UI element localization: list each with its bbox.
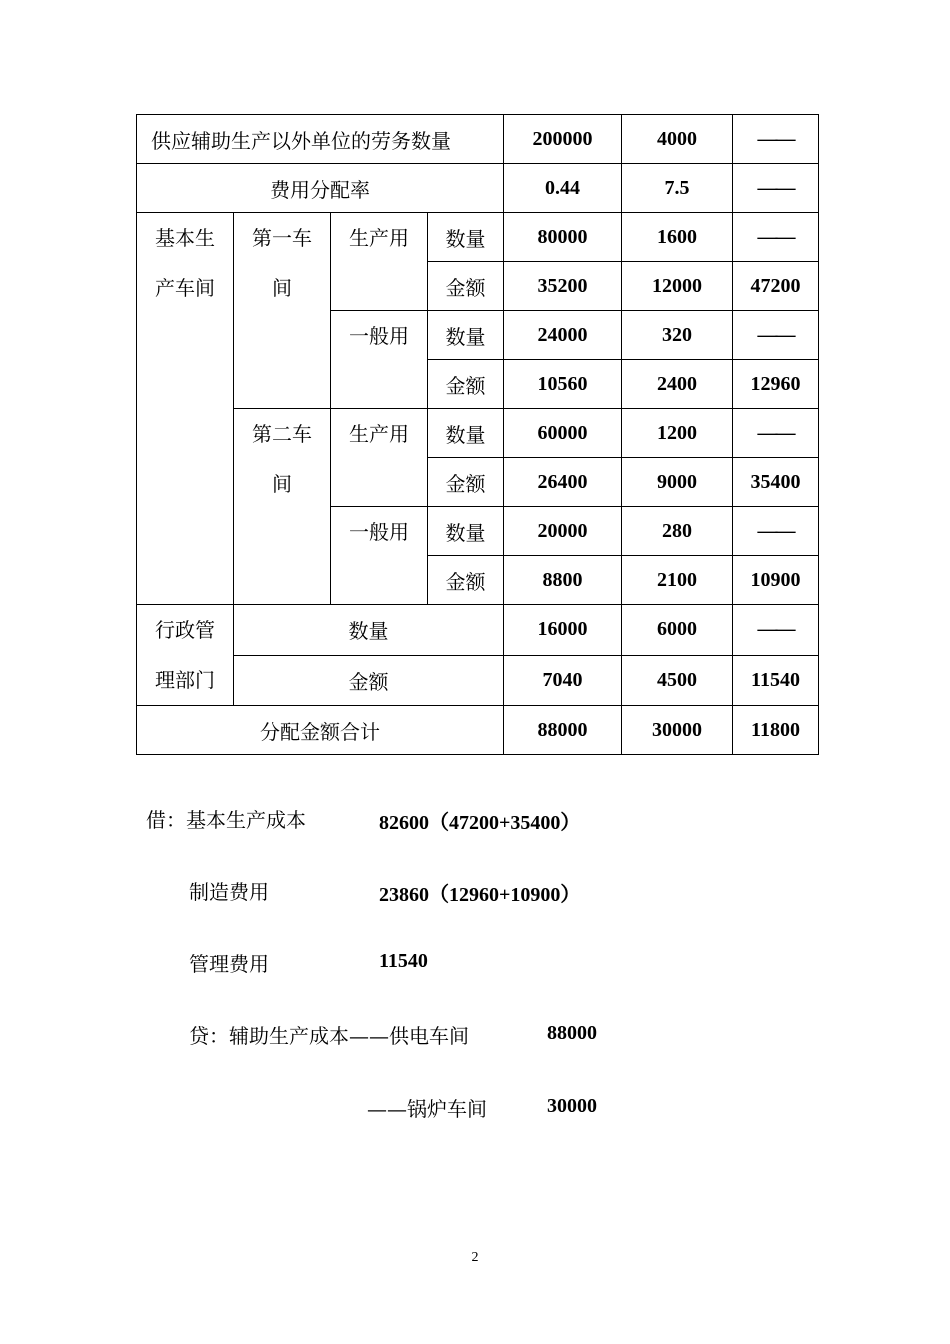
cell-boiler: 4000	[622, 115, 733, 164]
amount-label: 金额	[428, 360, 504, 409]
table-row	[137, 409, 819, 458]
allocation-table	[136, 114, 819, 755]
cell-electric: 0.44	[504, 164, 622, 213]
cell-total: 12960	[733, 360, 819, 409]
cell-electric: 26400	[504, 458, 622, 507]
cell-boiler: 1600	[622, 213, 733, 262]
cell-electric: 20000	[504, 507, 622, 556]
cell-electric: 8800	[504, 556, 622, 605]
quantity-label: 数量	[428, 213, 504, 262]
cell-total: 47200	[733, 262, 819, 311]
quantity-label: 数量	[428, 409, 504, 458]
ws1-general-use-label	[331, 311, 428, 409]
row-label-sum: 分配金额合计	[137, 706, 504, 755]
journal-debit-2	[189, 876, 581, 906]
workshop2-label-line2: 间	[272, 472, 292, 496]
quantity-label: 数量	[428, 507, 504, 556]
ws2-production-use-label	[331, 409, 428, 507]
cell-total: ——	[733, 115, 819, 164]
journal-credit-1	[189, 1020, 597, 1049]
workshop1-label-line1: 第一车	[252, 226, 312, 250]
journal-credit-2	[367, 1093, 597, 1122]
cell-electric: 200000	[504, 115, 622, 164]
cell-total: ——	[733, 164, 819, 213]
basic-workshop-label-line1: 基本生	[155, 226, 215, 250]
table-row	[137, 115, 819, 164]
cell-boiler: 9000	[622, 458, 733, 507]
journal-credit-2-label: ——锅炉车间	[367, 1097, 487, 1121]
admin-dept-label-line2: 理部门	[155, 668, 215, 692]
quantity-label: 数量	[428, 311, 504, 360]
cell-boiler: 2400	[622, 360, 733, 409]
amount-label: 金额	[428, 262, 504, 311]
workshop2-label-line1: 第二车	[252, 422, 312, 446]
cell-electric: 16000	[504, 605, 622, 656]
table-row	[137, 655, 819, 706]
amount-label: 金额	[428, 458, 504, 507]
table-row	[137, 605, 819, 656]
journal-debit-1-label: 借：基本生产成本	[146, 808, 306, 832]
cell-total: ——	[733, 409, 819, 458]
journal-credit-1-label: 贷：辅助生产成本——供电车间	[189, 1024, 469, 1048]
cell-total: 11540	[733, 655, 819, 706]
row-label-rate: 费用分配率	[137, 164, 504, 213]
cell-total: ——	[733, 507, 819, 556]
table-row	[137, 213, 819, 262]
quantity-label: 数量	[234, 605, 504, 656]
cell-total: 35400	[733, 458, 819, 507]
cell-electric: 24000	[504, 311, 622, 360]
journal-debit-3-label: 管理费用	[189, 952, 269, 976]
workshop1-label	[234, 213, 331, 409]
row-label-external: 供应辅助生产以外单位的劳务数量	[137, 115, 504, 164]
ws2-production-use-text: 生产用	[349, 422, 409, 446]
cell-boiler: 6000	[622, 605, 733, 656]
page-number: 2	[471, 1250, 479, 1265]
journal-debit-3	[189, 948, 428, 977]
amount-label: 金额	[428, 556, 504, 605]
cell-total: ——	[733, 311, 819, 360]
cell-boiler: 1200	[622, 409, 733, 458]
cell-electric: 80000	[504, 213, 622, 262]
cell-total: ——	[733, 213, 819, 262]
ws2-general-use-text: 一般用	[349, 520, 409, 544]
cell-boiler: 320	[622, 311, 733, 360]
cell-electric: 88000	[504, 706, 622, 755]
journal-debit-1-amount: 82600（47200+35400）	[379, 812, 581, 834]
table-row	[137, 706, 819, 755]
cell-boiler: 30000	[622, 706, 733, 755]
amount-label: 金额	[234, 655, 504, 706]
admin-dept-label-line1: 行政管	[155, 618, 215, 642]
basic-workshop-label-line2: 产车间	[155, 276, 215, 300]
cell-total: 10900	[733, 556, 819, 605]
workshop2-label	[234, 409, 331, 605]
ws2-general-use-label	[331, 507, 428, 605]
journal-debit-2-label: 制造费用	[189, 880, 269, 904]
cell-boiler: 12000	[622, 262, 733, 311]
cell-electric: 10560	[504, 360, 622, 409]
cell-electric: 7040	[504, 655, 622, 706]
cell-boiler: 4500	[622, 655, 733, 706]
journal-debit-2-amount: 23860（12960+10900）	[379, 884, 581, 906]
cell-electric: 60000	[504, 409, 622, 458]
journal-credit-1-amount: 88000	[547, 1022, 597, 1044]
journal-debit-1	[146, 804, 581, 834]
table-row	[137, 164, 819, 213]
ws1-production-use-label	[331, 213, 428, 311]
cell-total: ——	[733, 605, 819, 656]
admin-dept-label	[137, 605, 234, 706]
cell-boiler: 280	[622, 507, 733, 556]
cell-total: 11800	[733, 706, 819, 755]
ws1-general-use-text: 一般用	[349, 324, 409, 348]
cell-boiler: 7.5	[622, 164, 733, 213]
basic-workshop-label	[137, 213, 234, 605]
workshop1-label-line2: 间	[272, 276, 292, 300]
cell-electric: 35200	[504, 262, 622, 311]
journal-credit-2-amount: 30000	[547, 1095, 597, 1117]
cell-boiler: 2100	[622, 556, 733, 605]
ws1-production-use-text: 生产用	[349, 226, 409, 250]
journal-debit-3-amount: 11540	[379, 950, 428, 972]
